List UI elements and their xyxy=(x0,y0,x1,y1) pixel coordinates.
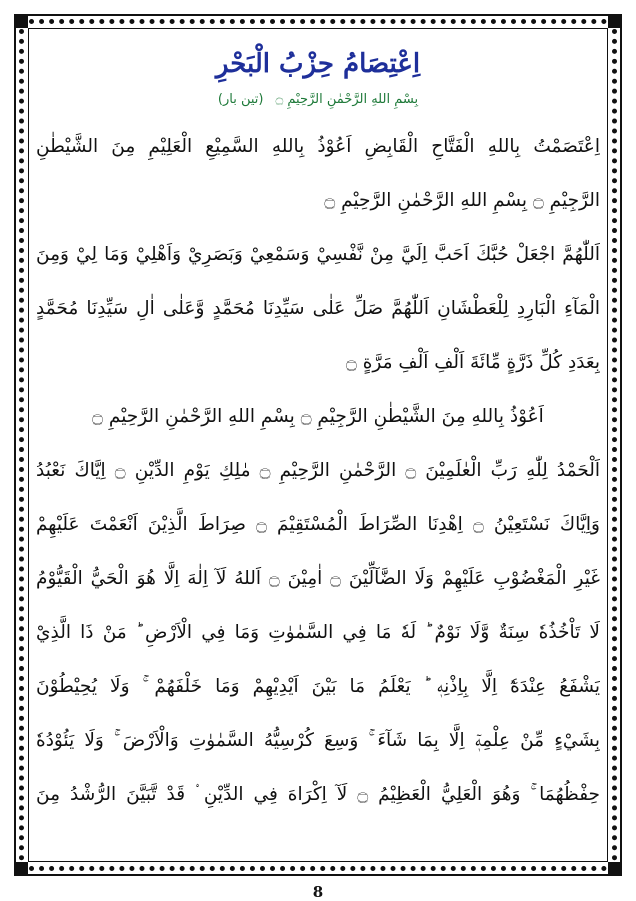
document-page xyxy=(36,40,600,860)
text-line-10: لَا تَاْخُذُهٗ سِنَةٌ وَّلَا نَوْمٌ ؕ لَهٗ مَا فِي السَّمٰوٰتِ وَمَا فِي الْاَرْضِ ؕ مَنْ ذَا الَّذِيْ xyxy=(36,622,600,643)
corner-ornament-top-left xyxy=(14,14,28,28)
subtitle-basmala xyxy=(36,90,600,110)
text-line-4: الْمَآءِ الْبَارِدِ لِلْعَطْشَانِ اَللّٰهُمَّ صَلِّ عَلٰى سَيِّدِنَا مُحَمَّدٍ وَّعَلٰى اٰلِ سَيِّدِنَا مُحَمَّدٍ xyxy=(36,298,600,319)
text-line-7: اَلْحَمْدُ لِلّٰهِ رَبِّ الْعٰلَمِيْنَ ۝ الرَّحْمٰنِ الرَّحِيْمِ ۝ مٰلِكِ يَوْمِ الدِّيْنِ ۝ اِيَّاكَ نَعْبُدُ xyxy=(36,460,600,481)
text-line-13: حِفْظُهُمَا ۚ وَهُوَ الْعَلِيُّ الْعَظِيْمُ ۝ لَآ اِكْرَاهَ فِي الدِّيْنِ ۟ قَدْ تَّبَيَّنَ الرُّشْدُ مِنَ xyxy=(36,784,600,805)
text-line-9: غَيْرِ الْمَغْضُوْبِ عَلَيْهِمْ وَلَا الضَّآلِّيْنَ ۝ اٰمِيْنَ ۝ اَللهُ لَآ اِلٰهَ اِلَّا هُوَ الْحَيُّ الْقَيُّوْمُ xyxy=(36,568,600,589)
corner-ornament-bottom-left xyxy=(14,862,28,876)
page-title: اِعْتِصَامُ حِزْبُ الْبَحْرِ xyxy=(215,49,421,79)
page-number: 8 xyxy=(312,883,324,901)
text-line-11: يَشْفَعُ عِنْدَهٗٓ اِلَّا بِاِذْنِهٖ ؕ يَعْلَمُ مَا بَيْنَ اَيْدِيْهِمْ وَمَا خَلْفَهُمْ ۚ وَلَا يُحِيْطُوْنَ xyxy=(36,676,600,697)
corner-ornament-bottom-right xyxy=(608,862,622,876)
text-line-8: وَاِيَّاكَ نَسْتَعِيْنُ ۝ اِهْدِنَا الصِّرَاطَ الْمُسْتَقِيْمَ ۝ صِرَاطَ الَّذِيْنَ اَنْعَمْتَ عَلَيْهِمْ xyxy=(36,514,600,535)
basmala-text: بِسْمِ اللهِ الرَّحْمٰنِ الرَّحِيْمِ ۝ xyxy=(275,92,419,107)
text-line-6: اَعُوْذُ بِاللهِ مِنَ الشَّيْطٰنِ الرَّجِيْمِ ۝ بِسْمِ اللهِ الرَّحْمٰنِ الرَّحِيْمِ ۝ xyxy=(92,406,544,427)
text-line-12: بِشَيْءٍ مِّنْ عِلْمِهٖٓ اِلَّا بِمَا شَآءَ ۚ وَسِعَ كُرْسِيُّهُ السَّمٰوٰتِ وَالْاَرْضَ ۚ وَلَا يَئُوْدُهٗ xyxy=(36,730,600,751)
text-line-1: اِعْتَصَمْتُ بِاللهِ الْفَتَّاحِ الْقَابِضِ اَعُوْذُ بِاللهِ السَّمِيْعِ الْعَلِيْمِ مِنَ الشَّيْطٰنِ xyxy=(36,136,600,157)
text-line-3: اَللّٰهُمَّ اجْعَلْ حُبَّكَ اَحَبَّ اِلَيَّ مِنْ نَّفْسِيْ وَسَمْعِيْ وَبَصَرِيْ وَاَهْلِيْ وَمَا لِيْ وَمِنَ xyxy=(36,244,600,265)
repeat-note: (تین بار) xyxy=(217,92,264,107)
text-line-5: بِعَدَدِ كُلِّ ذَرَّةٍ مِّائَةَ اَلْفِ اَلْفِ مَرَّةٍ ۝ xyxy=(346,352,600,373)
corner-ornament-top-right xyxy=(608,14,622,28)
text-line-2: الرَّجِيْمِ ۝ بِسْمِ اللهِ الرَّحْمٰنِ الرَّحِيْمِ ۝ xyxy=(324,190,600,211)
